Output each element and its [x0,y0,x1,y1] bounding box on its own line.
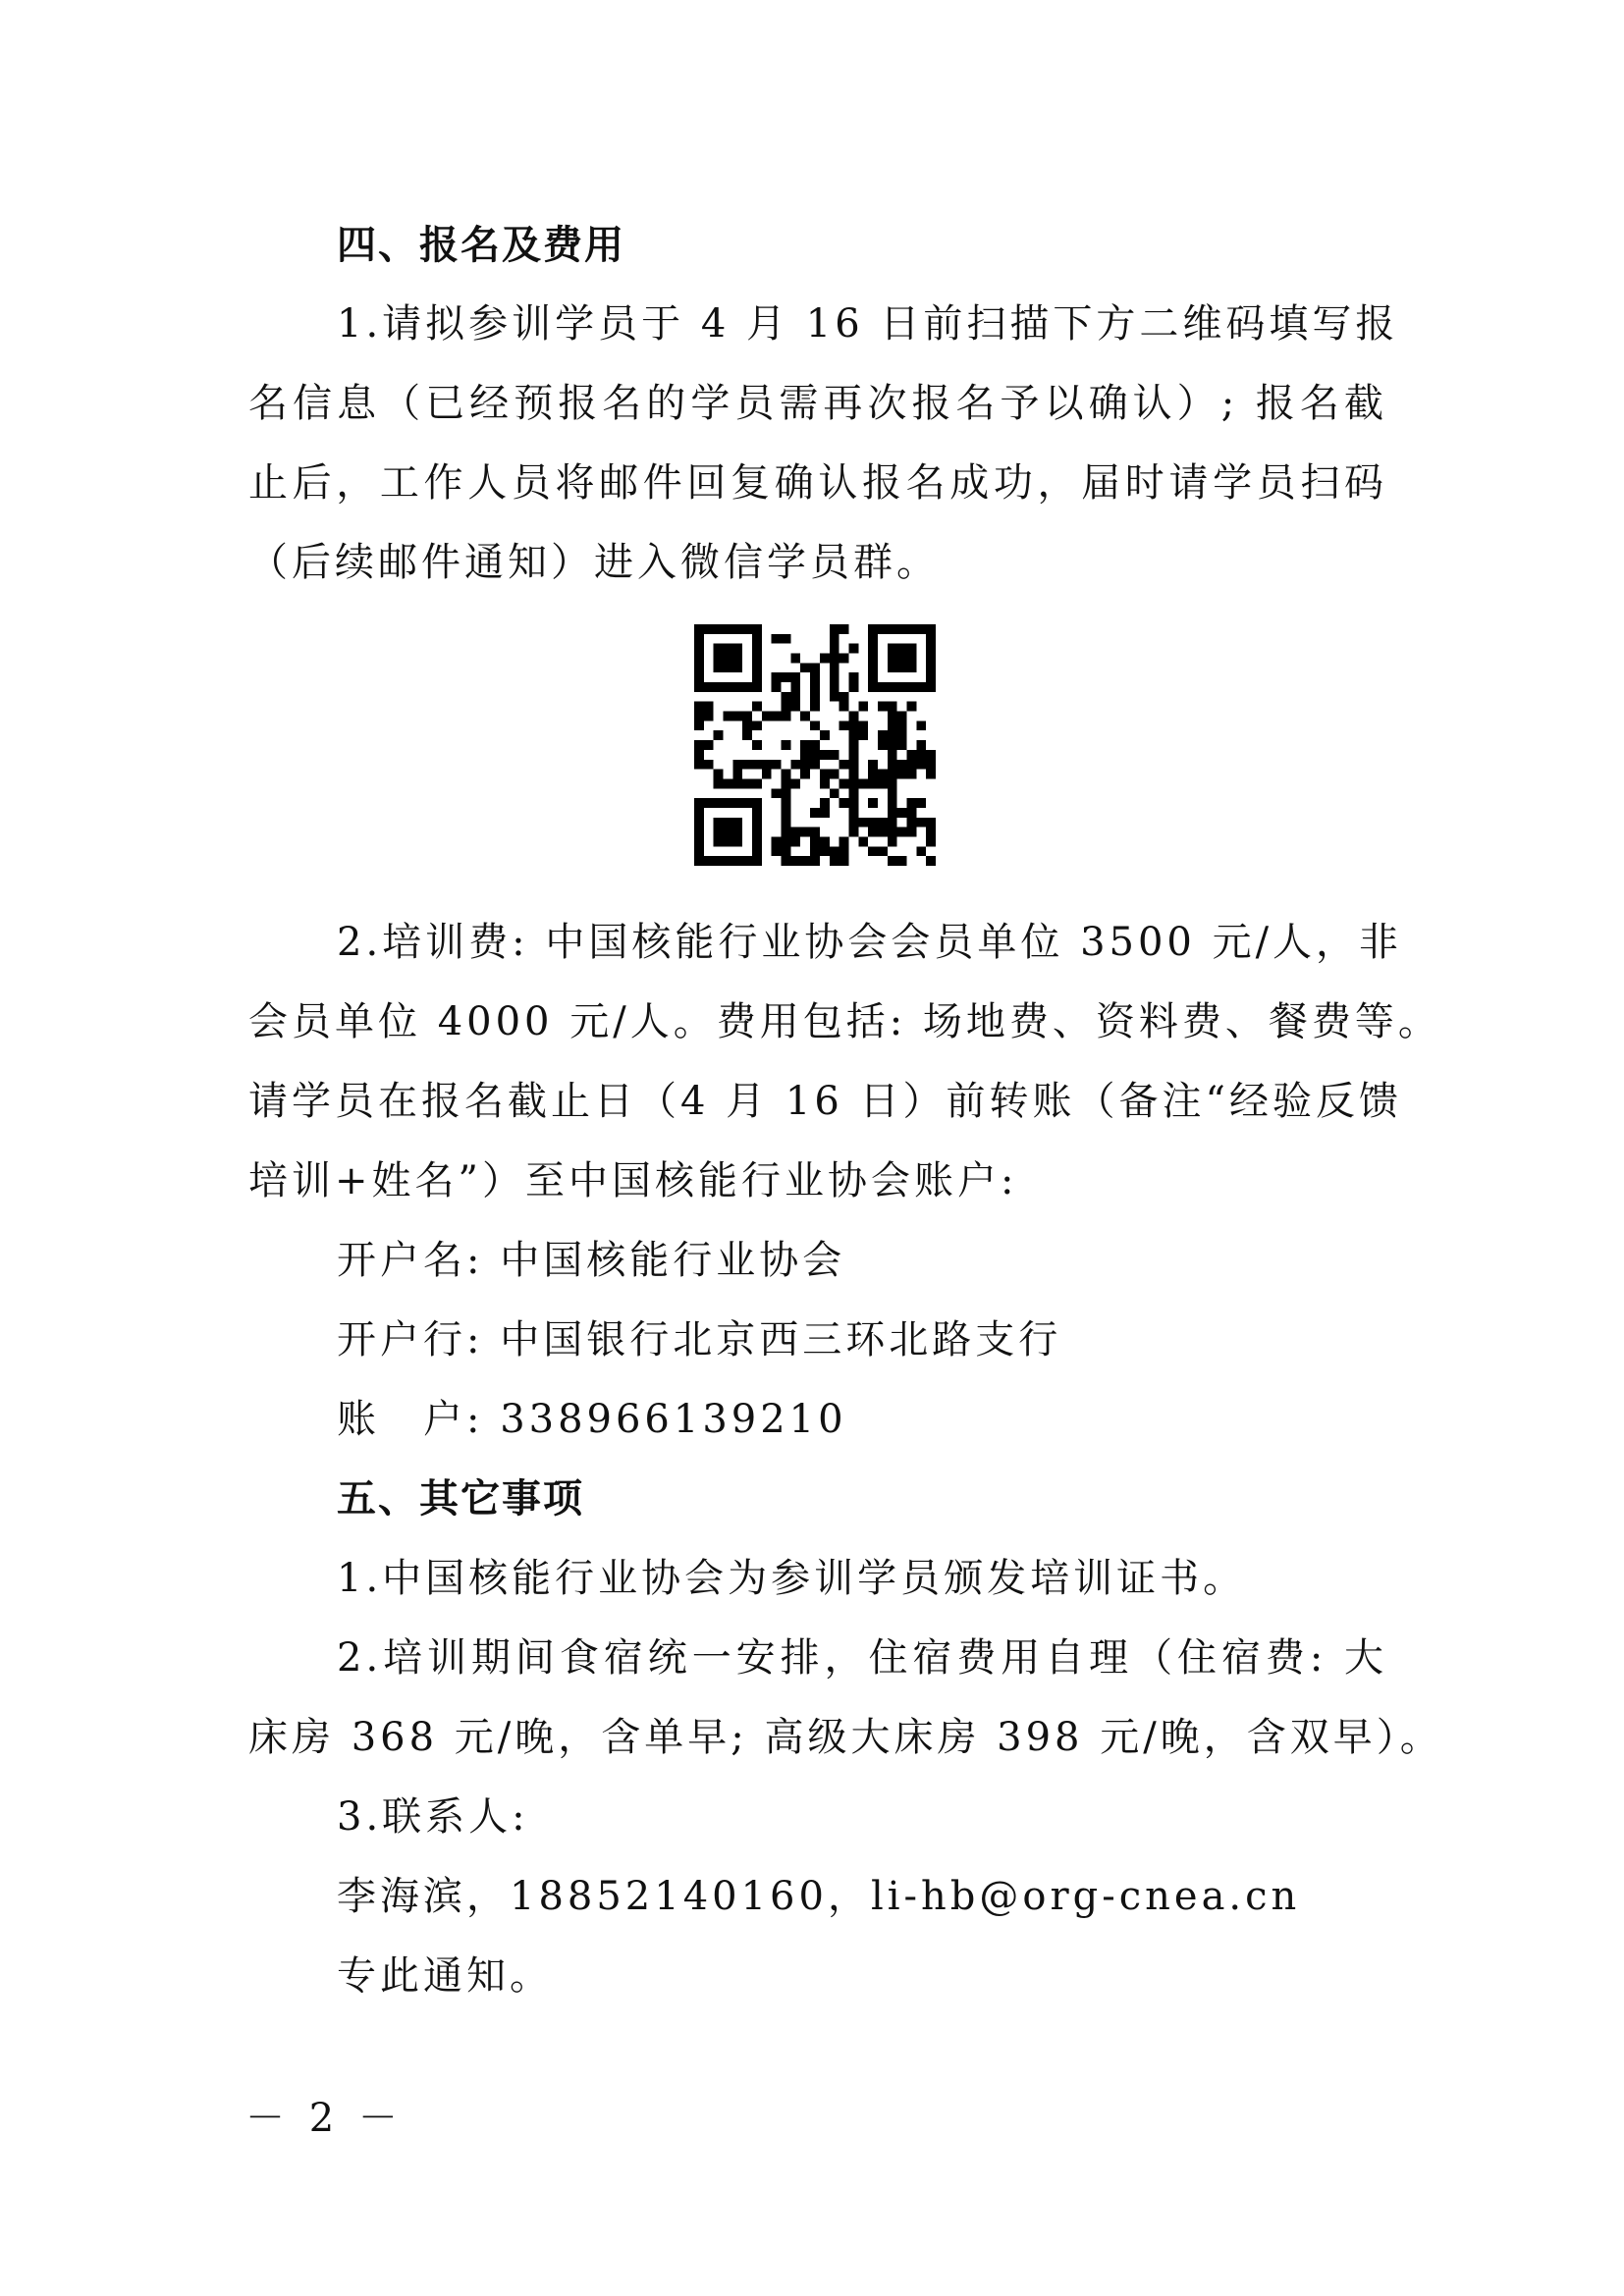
section-4-item-1-line-2: 名信息（已经预报名的学员需再次报名予以确认）; 报名截 [248,381,1387,426]
section-4-item-2-line-1: 2.培训费: 中国核能行业协会会员单位 3500 元/人，非 [337,920,1403,965]
section-5-item-2-line-2: 床房 368 元/晚，含单早; 高级大床房 398 元/晚，含双早）。 [248,1715,1443,1760]
section-4-item-2-line-2: 会员单位 4000 元/人。费用包括: 场地费、资料费、餐费等。 [248,999,1441,1044]
section-5-item-2-line-1: 2.培训期间食宿统一安排，住宿费用自理（住宿费: 大 [337,1635,1387,1681]
contact-info: 李海滨，18852140160，li-hb@org-cnea.cn [337,1874,1301,1919]
account-number: 账 户: 338966139210 [337,1397,847,1442]
section-4-item-2-line-4: 培训+姓名”）至中国核能行业协会账户: [248,1158,1018,1203]
bank-name: 开户行: 中国银行北京西三环北路支行 [337,1317,1062,1362]
section-4-heading: 四、报名及费用 [337,223,625,268]
section-4-item-2-line-3: 请学员在报名截止日（4 月 16 日）前转账（备注“经验反馈 [248,1079,1402,1124]
closing-text: 专此通知。 [337,1953,553,1999]
section-4-item-1-line-4: （后续邮件通知）进入微信学员群。 [248,540,940,585]
section-5-item-3: 3.联系人: [337,1794,529,1840]
registration-qr-code [694,624,936,866]
section-5-heading: 五、其它事项 [337,1476,584,1522]
section-4-item-1-line-1: 1.请拟参训学员于 4 月 16 日前扫描下方二维码填写报 [337,301,1399,347]
account-name: 开户名: 中国核能行业协会 [337,1238,846,1283]
page-number: － 2 － [245,2096,404,2141]
section-4-item-1-line-3: 止后，工作人员将邮件回复确认报名成功，届时请学员扫码 [248,460,1387,506]
section-5-item-1: 1.中国核能行业协会为参训学员颁发培训证书。 [337,1556,1247,1601]
